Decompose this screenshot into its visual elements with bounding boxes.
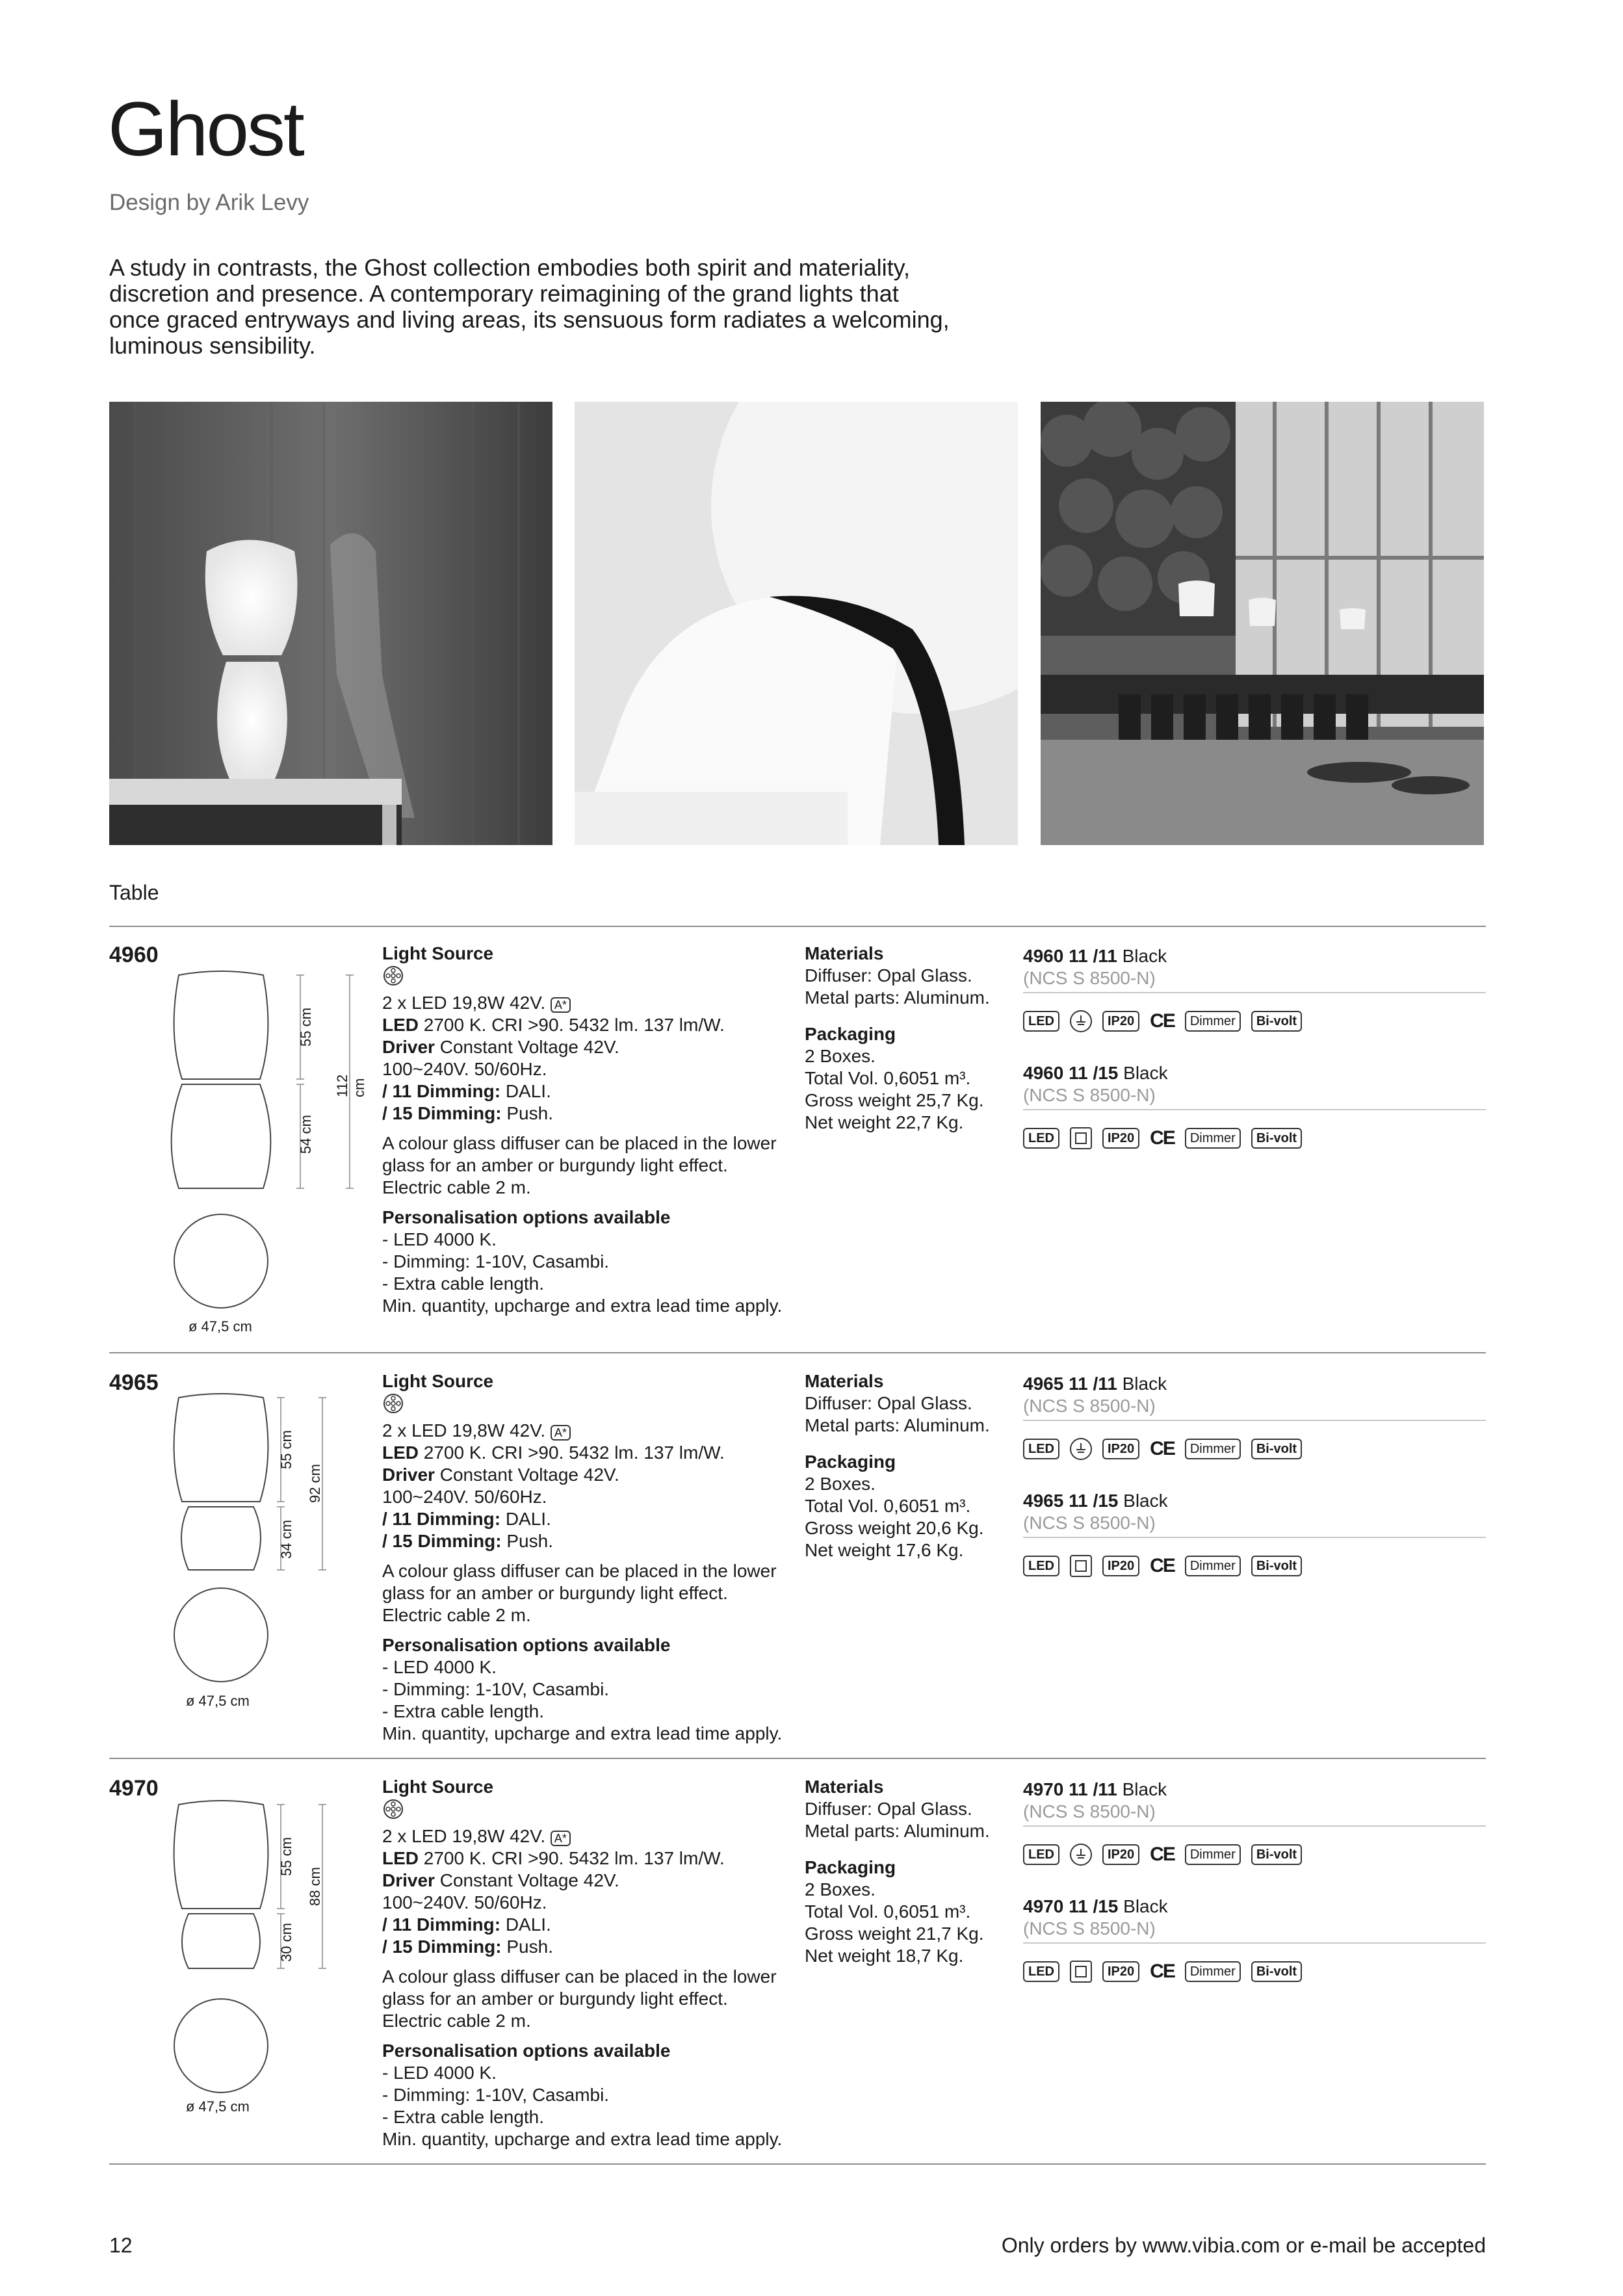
class-ii-insulation-icon [1070,1961,1092,1983]
light-source-heading: Light Source [382,1371,494,1391]
dimming-11-value: DALI. [505,1509,551,1529]
material-diffuser: Diffuser: Opal Glass. [805,1799,972,1819]
model-number: 4960 [109,943,159,967]
driver-label: Driver [382,1465,435,1485]
ncs-code: (NCS S 8500-N) [1023,1513,1156,1533]
led-spec: 2700 K. CRI >90. 5432 lm. 137 lm/W. [423,1015,725,1035]
light-source-heading: Light Source [382,1777,494,1797]
designer-credit: Design by Arik Levy [109,190,309,215]
dimension-total: 112 cm [334,1074,367,1097]
ncs-code: (NCS S 8500-N) [1023,968,1156,988]
option-item: - Dimming: 1-10V, Casambi. [382,1251,610,1272]
lamp-elevation [130,1391,364,1586]
reference-code: 4960 11 /11 [1023,946,1117,966]
light-source-heading: Light Source [382,943,494,963]
badge-ip20: IP20 [1102,1128,1139,1149]
led-count: 2 x LED 19,8W 42V. [382,1420,546,1441]
ce-mark-icon: CE [1150,1555,1175,1576]
cable-note: Electric cable 2 m. [382,1605,531,1625]
min-quantity-note: Min. quantity, upcharge and extra lead time apply. [382,2129,783,2149]
badge-ip20: IP20 [1102,1961,1139,1982]
footer-note: Only orders by www.vibia.com or e-mail be accepted [1001,2234,1486,2257]
diameter-label: ø 47,5 cm [186,2098,250,2115]
materials-heading: Materials [805,1777,884,1797]
gross-weight: Gross weight 21,7 Kg. [805,1924,984,1944]
energy-class-badge: A* [551,997,571,1013]
category-label: Table [109,881,159,904]
voltage: 100~240V. 50/60Hz. [382,1487,547,1507]
diameter-label: ø 47,5 cm [188,1318,252,1335]
badge-bivolt: Bi-volt [1251,1011,1302,1032]
diffuser-note: A colour glass diffuser can be placed in the lower [382,1561,777,1581]
packaging-volume: Total Vol. 0,6051 m³. [805,1901,971,1922]
dimension-lower: 34 cm [278,1520,294,1559]
driver-value: Constant Voltage 42V. [439,1870,619,1890]
diffuser-note: glass for an amber or burgundy light effect. [382,1583,728,1603]
dimension-upper: 55 cm [278,1837,294,1876]
page-number: 12 [109,2234,133,2257]
material-diffuser: Diffuser: Opal Glass. [805,1393,972,1413]
class-ii-insulation-icon [1070,1127,1092,1149]
badge-dimmer: Dimmer [1185,1556,1241,1576]
lamp-top-view [172,1212,270,1310]
dimension-lower: 54 cm [298,1115,314,1154]
cable-note: Electric cable 2 m. [382,2011,531,2031]
cable-note: Electric cable 2 m. [382,1177,531,1197]
reference-item [1023,1779,1486,1896]
packaging-heading: Packaging [805,1452,896,1472]
packaging-boxes: 2 Boxes. [805,1046,876,1066]
dimming-11-label: / 11 Dimming: [382,1914,501,1935]
ce-mark-icon: CE [1150,1010,1175,1032]
badge-bivolt: Bi-volt [1251,1439,1302,1459]
badge-bivolt: Bi-volt [1251,1844,1302,1865]
led-spec: 2700 K. CRI >90. 5432 lm. 137 lm/W. [423,1848,725,1868]
dimension-upper: 55 cm [278,1430,294,1469]
badge-ip20: IP20 [1102,1439,1139,1459]
material-diffuser: Diffuser: Opal Glass. [805,965,972,985]
reference-item [1023,1062,1486,1179]
led-module-icon [382,1392,404,1415]
intro-paragraph: A study in contrasts, the Ghost collection embodies both spirit and materiality, discretion and presence. A contemporary reimagining of the grand lights that once graced entryways and living areas, its sensuous form radiates a welcoming, luminous sensibility. [109,254,950,359]
driver-label: Driver [382,1037,435,1057]
net-weight: Net weight 17,6 Kg. [805,1540,964,1560]
ncs-code: (NCS S 8500-N) [1023,1396,1156,1416]
badge-dimmer: Dimmer [1185,1844,1241,1865]
badge-led: LED [1023,1128,1059,1149]
ce-mark-icon: CE [1150,1127,1175,1149]
section-divider [109,1758,1486,1759]
badge-ip20: IP20 [1102,1011,1139,1032]
badge-led: LED [1023,1439,1059,1459]
lamp-elevation [130,1798,364,1987]
photo-glass-detail [575,402,1018,845]
option-item: - Dimming: 1-10V, Casambi. [382,1679,610,1699]
reference-item [1023,945,1486,1062]
material-metal: Metal parts: Aluminum. [805,1821,990,1841]
packaging-volume: Total Vol. 0,6051 m³. [805,1068,971,1088]
option-item: - Extra cable length. [382,1701,545,1721]
reference-code: 4965 11 /15 [1023,1491,1119,1511]
option-item: - Dimming: 1-10V, Casambi. [382,2085,610,2105]
voltage: 100~240V. 50/60Hz. [382,1059,547,1079]
gross-weight: Gross weight 25,7 Kg. [805,1090,984,1110]
photo-table-lamp-scene [109,402,552,845]
dimension-upper: 55 cm [298,1008,314,1047]
badge-bivolt: Bi-volt [1251,1128,1302,1149]
diffuser-note: A colour glass diffuser can be placed in the lower [382,1133,777,1153]
color-name: Black [1123,1063,1168,1083]
ncs-code: (NCS S 8500-N) [1023,1085,1156,1105]
badge-led: LED [1023,1011,1059,1032]
color-name: Black [1122,1779,1167,1799]
dimming-11-value: DALI. [505,1081,551,1101]
model-number: 4970 [109,1776,159,1801]
dimension-total: 88 cm [307,1867,323,1906]
ncs-code: (NCS S 8500-N) [1023,1918,1156,1938]
materials-info [805,1370,1019,1561]
badge-led: LED [1023,1961,1059,1982]
diffuser-note: glass for an amber or burgundy light effect. [382,1155,728,1175]
dimming-15-label: / 15 Dimming: [382,1531,502,1551]
led-count: 2 x LED 19,8W 42V. [382,993,546,1013]
light-source-info [382,943,798,1317]
driver-value: Constant Voltage 42V. [439,1037,619,1057]
led-spec: 2700 K. CRI >90. 5432 lm. 137 lm/W. [423,1442,725,1463]
materials-heading: Materials [805,943,884,963]
packaging-boxes: 2 Boxes. [805,1879,876,1899]
led-label: LED [382,1848,419,1868]
option-item: - LED 4000 K. [382,2063,497,2083]
lamp-elevation [130,969,364,1235]
dimming-15-label: / 15 Dimming: [382,1103,502,1123]
dimming-11-value: DALI. [505,1914,551,1935]
option-item: - LED 4000 K. [382,1657,497,1677]
materials-heading: Materials [805,1371,884,1391]
dimming-15-value: Push. [506,1531,553,1551]
badge-led: LED [1023,1844,1059,1865]
net-weight: Net weight 22,7 Kg. [805,1112,964,1132]
gross-weight: Gross weight 20,6 Kg. [805,1518,984,1538]
energy-class-badge: A* [551,1831,571,1846]
personalisation-heading: Personalisation options available [382,1635,671,1655]
dimming-11-label: / 11 Dimming: [382,1081,501,1101]
badge-ip20: IP20 [1102,1556,1139,1576]
model-number: 4965 [109,1370,159,1395]
badge-bivolt: Bi-volt [1251,1556,1302,1576]
reference-list [1023,945,1486,1179]
reference-code: 4970 11 /15 [1023,1896,1119,1916]
color-name: Black [1122,1374,1167,1394]
section-divider [109,2163,1486,2165]
badge-dimmer: Dimmer [1185,1128,1241,1149]
material-metal: Metal parts: Aluminum. [805,987,990,1008]
light-source-info [382,1370,798,1745]
net-weight: Net weight 18,7 Kg. [805,1946,964,1966]
ce-mark-icon: CE [1150,1844,1175,1865]
diffuser-note: A colour glass diffuser can be placed in the lower [382,1966,777,1987]
lamp-drawing-4960 [130,969,367,1339]
color-name: Black [1123,1896,1168,1916]
badge-dimmer: Dimmer [1185,1439,1241,1459]
led-count: 2 x LED 19,8W 42V. [382,1826,546,1846]
color-name: Black [1122,946,1167,966]
ce-mark-icon: CE [1150,1961,1175,1982]
led-module-icon [382,1798,404,1820]
personalisation-heading: Personalisation options available [382,2041,671,2061]
diffuser-note: glass for an amber or burgundy light effect. [382,1989,728,2009]
class-i-earth-icon [1070,1844,1092,1866]
reference-code: 4960 11 /15 [1023,1063,1119,1083]
reference-code: 4970 11 /11 [1023,1779,1117,1799]
materials-info [805,943,1019,1134]
min-quantity-note: Min. quantity, upcharge and extra lead time apply. [382,1723,783,1743]
personalisation-heading: Personalisation options available [382,1207,671,1227]
lamp-drawing-4970 [130,1798,364,2123]
badge-dimmer: Dimmer [1185,1011,1241,1032]
dimming-15-value: Push. [506,1937,553,1957]
color-name: Black [1123,1491,1168,1511]
driver-label: Driver [382,1870,435,1890]
ce-mark-icon: CE [1150,1438,1175,1459]
dimming-15-value: Push. [506,1103,553,1123]
badge-ip20: IP20 [1102,1844,1139,1865]
driver-value: Constant Voltage 42V. [439,1465,619,1485]
light-source-info [382,1776,798,2150]
reference-list [1023,1373,1486,1607]
reference-item [1023,1490,1486,1607]
packaging-boxes: 2 Boxes. [805,1474,876,1494]
badge-dimmer: Dimmer [1185,1961,1241,1982]
ncs-code: (NCS S 8500-N) [1023,1801,1156,1821]
photo-interior-pendants [1041,402,1484,845]
lamp-drawing-4965 [130,1391,364,1716]
section-divider [109,1352,1486,1353]
option-item: - Extra cable length. [382,1273,545,1294]
badge-bivolt: Bi-volt [1251,1961,1302,1982]
section-divider [109,926,1486,927]
class-i-earth-icon [1070,1010,1092,1032]
reference-item [1023,1373,1486,1490]
energy-class-badge: A* [551,1425,571,1441]
led-label: LED [382,1442,419,1463]
dimming-15-label: / 15 Dimming: [382,1937,502,1957]
reference-code: 4965 11 /11 [1023,1374,1117,1394]
dimming-11-label: / 11 Dimming: [382,1509,501,1529]
badge-led: LED [1023,1556,1059,1576]
lamp-top-view [172,1586,270,1684]
dimension-lower: 30 cm [278,1923,294,1962]
packaging-volume: Total Vol. 0,6051 m³. [805,1496,971,1516]
diameter-label: ø 47,5 cm [186,1693,250,1709]
option-item: - LED 4000 K. [382,1229,497,1249]
material-metal: Metal parts: Aluminum. [805,1415,990,1435]
led-label: LED [382,1015,419,1035]
lamp-top-view [172,1997,270,2094]
reference-item [1023,1896,1486,2013]
packaging-heading: Packaging [805,1857,896,1877]
class-i-earth-icon [1070,1438,1092,1460]
materials-info [805,1776,1019,1967]
voltage: 100~240V. 50/60Hz. [382,1892,547,1912]
reference-list [1023,1779,1486,2013]
led-module-icon [382,965,404,987]
dimension-total: 92 cm [307,1464,323,1503]
class-ii-insulation-icon [1070,1555,1092,1577]
option-item: - Extra cable length. [382,2107,545,2127]
min-quantity-note: Min. quantity, upcharge and extra lead time apply. [382,1296,783,1316]
packaging-heading: Packaging [805,1024,896,1044]
page-title: Ghost [108,86,303,172]
